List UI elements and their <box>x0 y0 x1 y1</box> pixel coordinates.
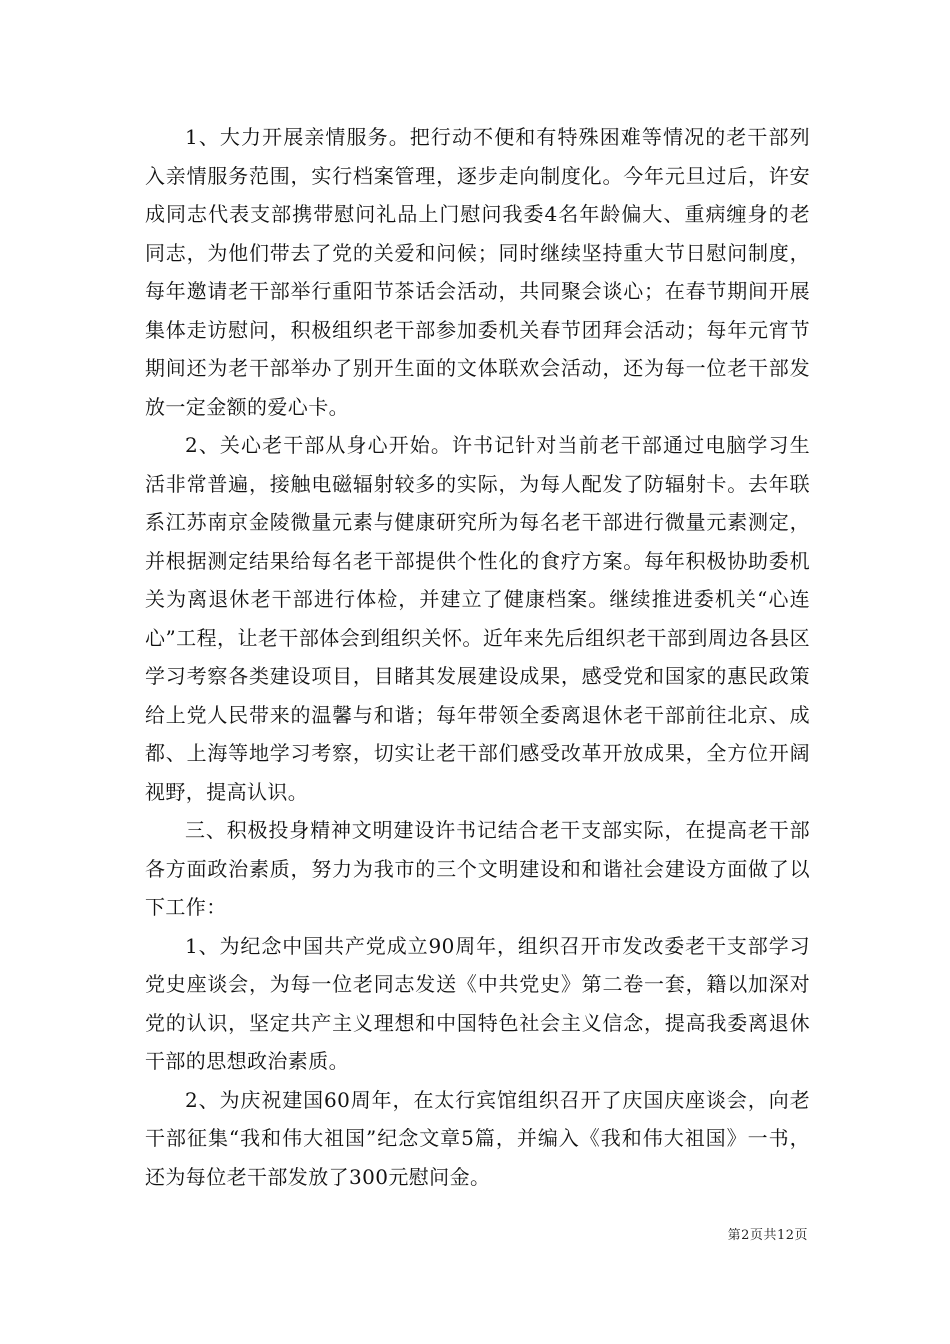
paragraph-care: 2、关心老干部从身心开始。许书记针对当前老干部通过电脑学习生活非常普遍，接触电磁辐射较多的实际，为每人配发了防辐射卡。去年联系江苏南京金陵微量元素与健康研究所为每名老干部进行微量元素测定，并根据测定结果给每名老干部提供个性化的食疗方案。每年积极协助委机关为离退休老干部进行体检，并建立了健康档案。继续推进委机关“心连心”工程，让老干部体会到组织关怀。近年来先后组织老干部到周边各县区学习考察各类建设项目，目睹其发展建设成果，感受党和国家的惠民政策给上党人民带来的温馨与和谐；每年带领全委离退休老干部前往北京、成都、上海等地学习考察，切实让老干部们感受改革开放成果，全方位开阔视野，提高认识。 <box>145 433 810 804</box>
paragraph-party-anniversary: 1、为纪念中国共产党成立90周年，组织召开市发改委老干支部学习党史座谈会，为每一位老同志发送《中共党史》第二卷一套，籍以加深对党的认识，坚定共产主义理想和中国特色社会主义信念，提高我委离退休干部的思想政治素质。 <box>145 933 810 1073</box>
paragraph-section-three: 三、积极投身精神文明建设许书记结合老干支部实际，在提高老干部各方面政治素质，努力为我市的三个文明建设和和谐社会建设方面做了以下工作： <box>145 818 810 919</box>
page-number: 第2页共12页 <box>727 1228 808 1243</box>
paragraph-service: 1、大力开展亲情服务。把行动不便和有特殊困难等情况的老干部列入亲情服务范围，实行档案管理，逐步走向制度化。今年元旦过后，许安成同志代表支部携带慰问礼品上门慰问我委4名年龄偏大、重病缠身的老同志，为他们带去了党的关爱和问候；同时继续坚持重大节日慰问制度，每年邀请老干部举行重阳节茶话会活动，共同聚会谈心；在春节期间开展集体走访慰问，积极组织老干部参加委机关春节团拜会活动；每年元宵节期间还为老干部举办了别开生面的文体联欢会活动，还为每一位老干部发放一定金额的爱心卡。 <box>145 125 810 419</box>
document-body <box>145 118 810 1196</box>
paragraph-national-day: 2、为庆祝建国60周年，在太行宾馆组织召开了庆国庆座谈会，向老干部征集“我和伟大祖国”纪念文章5篇，并编入《我和伟大祖国》一书，还为每位老干部发放了300元慰问金。 <box>145 1087 810 1189</box>
